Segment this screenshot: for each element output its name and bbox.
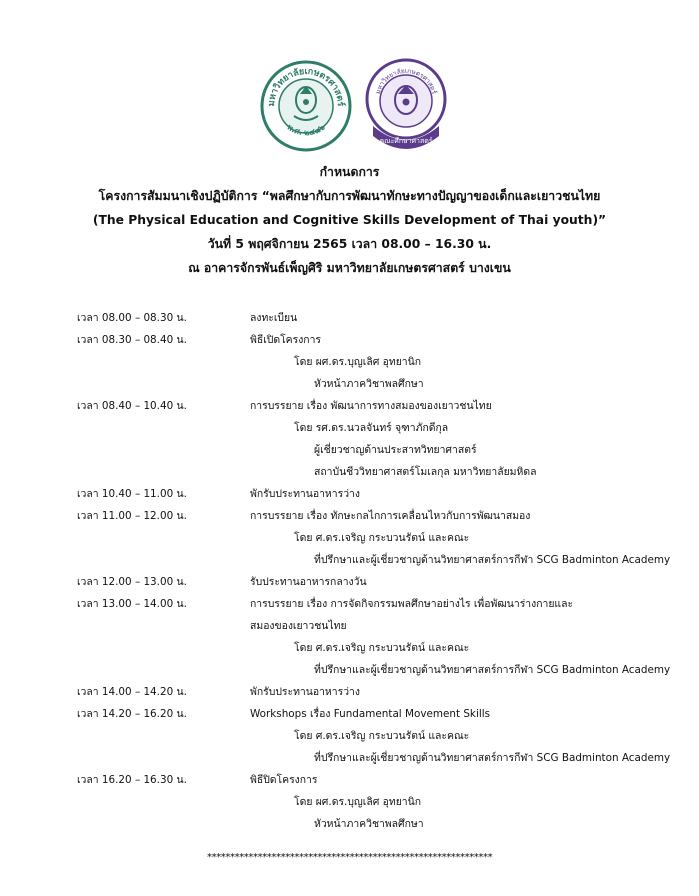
- svg-text:มหาวิทยาลัยเกษตรศาสตร์: มหาวิทยาลัยเกษตรศาสตร์: [373, 66, 439, 95]
- time-slot: เวลา 08.00 – 08.30 น.: [77, 312, 187, 324]
- activity-label: พักรับประทานอาหารว่าง: [250, 686, 360, 698]
- activity-label: พักรับประทานอาหารว่าง: [250, 488, 360, 500]
- speaker-affiliation: สถาบันชีววิทยาศาสตร์โมเลกุล มหาวิทยาลัยมหิดล: [314, 466, 537, 478]
- event-venue: ณ อาคารจักรพันธ์เพ็ญศิริ มหาวิทยาลัยเกษตรศาสตร์ บางเขน: [188, 261, 511, 275]
- faculty-seal-logo: [365, 58, 447, 156]
- schedule-title: กำหนดการ: [319, 165, 380, 179]
- faculty-seal-icon: [365, 58, 447, 156]
- university-seal-icon: [260, 60, 352, 152]
- speaker-affiliation: ที่ปรึกษาและผู้เชี่ยวชาญด้านวิทยาศาสตร์การกีฬา SCG Badminton Academy: [314, 752, 671, 764]
- speaker-affiliation: หัวหน้าภาควิชาพลศึกษา: [314, 818, 424, 830]
- svg-text:คณะศึกษาศาสตร์: คณะศึกษาศาสตร์: [379, 137, 433, 145]
- project-title: โครงการสัมมนาเชิงปฏิบัติการ “พลศึกษากับการพัฒนาทักษะทางปัญญาของเด็กและเยาวชนไทย: [98, 189, 601, 203]
- speaker-name: โดย ศ.ดร.เจริญ กระบวนรัตน์ และคณะ: [294, 730, 470, 742]
- time-slot: เวลา 14.20 – 16.20 น.: [77, 708, 187, 720]
- time-slot: เวลา 14.00 – 14.20 น.: [77, 686, 187, 698]
- logos-area: [0, 58, 699, 158]
- speaker-name: โดย ศ.ดร.เจริญ กระบวนรัตน์ และคณะ: [294, 532, 470, 544]
- activity-label: การบรรยาย เรื่อง ทักษะกลไกการเคลื่อนไหวกับการพัฒนาสมอง: [250, 510, 531, 522]
- time-slot: เวลา 08.30 – 08.40 น.: [77, 334, 187, 346]
- footer-divider: **************************************************************: [207, 852, 493, 863]
- document-header: [0, 160, 699, 280]
- activity-label: การบรรยาย เรื่อง พัฒนาการทางสมองของเยาวชนไทย: [250, 400, 492, 412]
- time-slot: เวลา 12.00 – 13.00 น.: [77, 576, 187, 588]
- activity-label: การบรรยาย เรื่อง การจัดกิจกรรมพลศึกษาอย่างไร เพื่อพัฒนาร่างกายและ: [250, 598, 574, 610]
- activity-label: รับประทานอาหารกลางวัน: [250, 576, 367, 588]
- time-slot: เวลา 10.40 – 11.00 น.: [77, 488, 187, 500]
- activity-label: ลงทะเบียน: [250, 312, 298, 324]
- time-slot: เวลา 11.00 – 12.00 น.: [77, 510, 187, 522]
- university-seal-logo: [260, 60, 352, 152]
- time-slot: เวลา 13.00 – 14.00 น.: [77, 598, 187, 610]
- speaker-affiliation: หัวหน้าภาควิชาพลศึกษา: [314, 378, 424, 390]
- speaker-affiliation: ผู้เชี่ยวชาญด้านประสาทวิทยาศาสตร์: [314, 444, 477, 456]
- svg-text:มหาวิทยาลัยเกษตรศาสตร์: มหาวิทยาลัยเกษตรศาสตร์: [266, 66, 346, 107]
- speaker-affiliation: ที่ปรึกษาและผู้เชี่ยวชาญด้านวิทยาศาสตร์การกีฬา SCG Badminton Academy: [314, 554, 671, 566]
- event-date: วันที่ 5 พฤศจิกายน 2565 เวลา 08.00 – 16.30 น.: [207, 237, 492, 251]
- project-title-english: (The Physical Education and Cognitive Skills Development of Thai youth)”: [92, 213, 607, 227]
- speaker-name: โดย ศ.ดร.เจริญ กระบวนรัตน์ และคณะ: [294, 642, 470, 654]
- speaker-name: โดย ผศ.ดร.บุญเลิศ อุทยานิก: [294, 356, 422, 368]
- speaker-name: โดย ผศ.ดร.บุญเลิศ อุทยานิก: [294, 796, 422, 808]
- time-slot: เวลา 08.40 – 10.40 น.: [77, 400, 187, 412]
- time-slot: เวลา 16.20 – 16.30 น.: [77, 774, 187, 786]
- activity-label: Workshops เรื่อง Fundamental Movement Skills: [250, 708, 491, 720]
- activity-label: พิธีปิดโครงการ: [250, 774, 318, 786]
- svg-text:พ.ศ. ๒๔๘๖: พ.ศ. ๒๔๘๖: [285, 122, 327, 138]
- activity-label-continued: สมองของเยาวชนไทย: [250, 620, 347, 632]
- speaker-name: โดย รศ.ดร.นวลจันทร์ จุฑาภักดีกุล: [294, 422, 449, 434]
- activity-label: พิธีเปิดโครงการ: [250, 334, 321, 346]
- speaker-affiliation: ที่ปรึกษาและผู้เชี่ยวชาญด้านวิทยาศาสตร์การกีฬา SCG Badminton Academy: [314, 664, 671, 676]
